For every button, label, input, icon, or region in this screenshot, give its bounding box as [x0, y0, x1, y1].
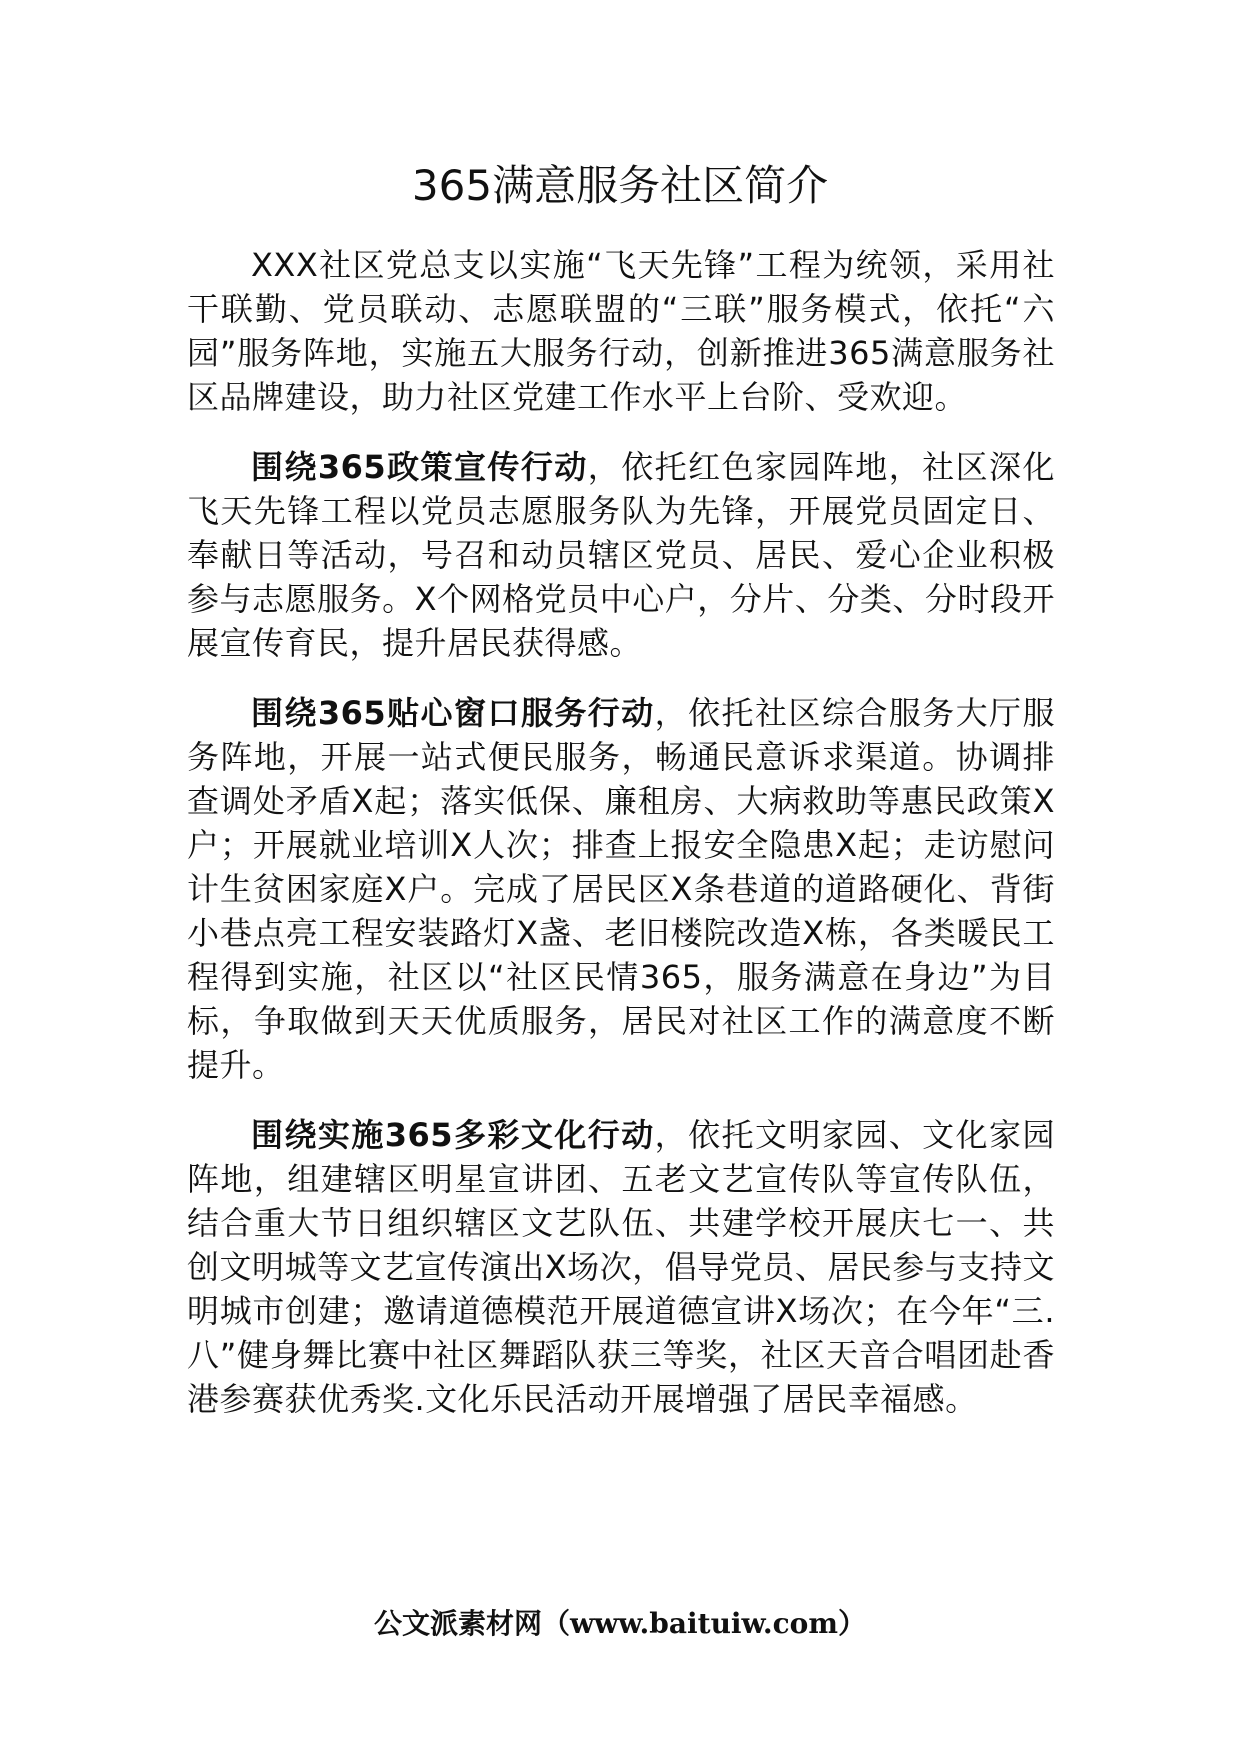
source-footer: 公文派素材网（www.baituiw.com）: [374, 1607, 866, 1640]
document-title: 365满意服务社区简介: [411, 161, 829, 210]
paragraph-lead: 围绕365贴心窗口服务行动: [251, 694, 655, 732]
paragraph-text: ，依托社区综合服务大厅服务阵地，开展一站式便民服务，畅通民意诉求渠道。协调排查调处矛盾X起；落实低保、廉租房、大病救助等惠民政策X户；开展就业培训X人次；排查上报安全隐患X起；走访慰问计生贫困家庭X户。完成了居民区X条巷道的道路硬化、背街小巷点亮工程安装路灯X盏、老旧楼院改造X栋，各类暖民工程得到实施，社区以“社区民情365，服务满意在身边”为目标，争取做到天天优质服务，居民对社区工作的满意度不断提升。: [187, 694, 1055, 1084]
paragraph-lead: 围绕实施365多彩文化行动: [251, 1116, 655, 1154]
paragraph-text: XXX社区党总支以实施“飞天先锋”工程为统领，采用社干联勤、党员联动、志愿联盟的“三联”服务模式，依托“六园”服务阵地，实施五大服务行动，创新推进365满意服务社区品牌建设，助力社区党建工作水平上台阶、受欢迎。: [187, 246, 1055, 416]
document-body: [187, 243, 1055, 1447]
paragraph-text: ，依托文明家园、文化家园阵地，组建辖区明星宣讲团、五老文艺宣传队等宣传队伍，结合重大节日组织辖区文艺队伍、共建学校开展庆七一、共创文明城等文艺宣传演出X场次，倡导党员、居民参与支持文明城市创建；邀请道德模范开展道德宣讲X场次；在今年“三.八”健身舞比赛中社区舞蹈队获三等奖，社区天音合唱团赴香港参赛获优秀奖.文化乐民活动开展增强了居民幸福感。: [187, 1116, 1055, 1418]
paragraph-window-service-action: [187, 691, 1055, 1087]
paragraph-policy-action: [187, 445, 1055, 665]
paragraph-intro: [187, 243, 1055, 419]
paragraph-text: ，依托红色家园阵地，社区深化飞天先锋工程以党员志愿服务队为先锋，开展党员固定日、奉献日等活动，号召和动员辖区党员、居民、爱心企业积极参与志愿服务。X个网格党员中心户，分片、分类、分时段开展宣传育民，提升居民获得感。: [187, 448, 1055, 662]
paragraph-lead: 围绕365政策宣传行动: [251, 448, 588, 486]
paragraph-culture-action: [187, 1113, 1055, 1421]
